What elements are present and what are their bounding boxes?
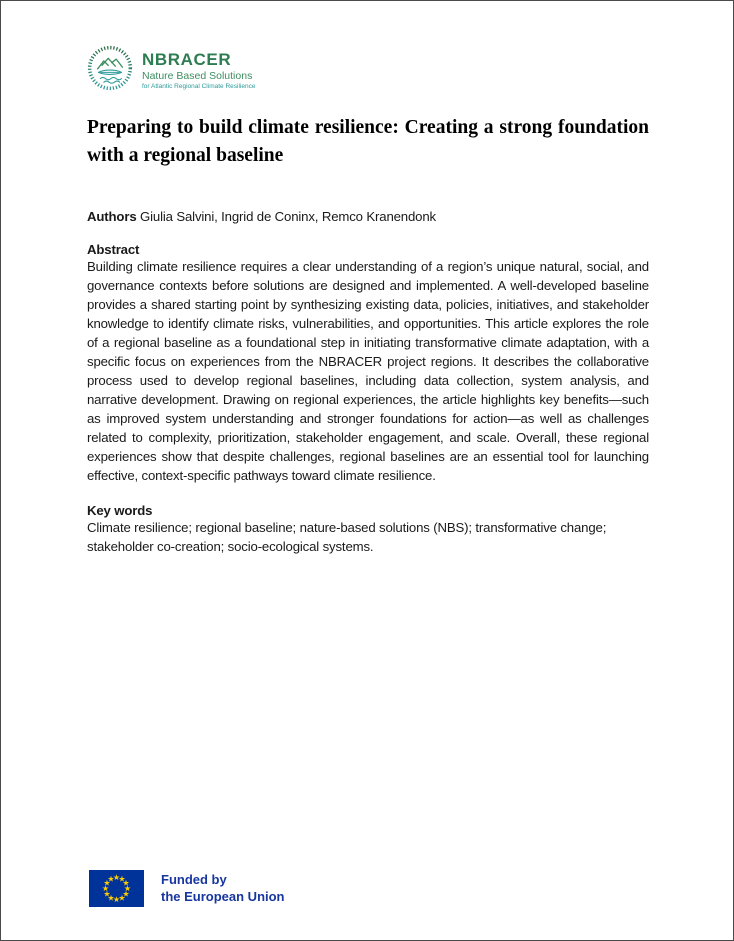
eu-funding-footer xyxy=(89,870,285,907)
nbracer-emblem-icon xyxy=(87,45,133,96)
eu-funding-line1: Funded by xyxy=(161,871,227,887)
eu-funding-line2: the European Union xyxy=(161,888,285,904)
article-title: Preparing to build climate resilience: Creating a strong foundation with a regional baseline xyxy=(87,117,649,166)
authors-line xyxy=(87,209,649,224)
keywords-heading: Key words xyxy=(87,503,153,519)
logo-subtitle: Nature Based Solutions xyxy=(142,69,253,82)
page-content xyxy=(1,45,733,556)
eu-flag-icon xyxy=(89,870,144,907)
logo-tagline: for Atlantic Regional Climate Resilience xyxy=(142,82,256,90)
nbracer-logo xyxy=(87,45,649,96)
authors-names: Giulia Salvini, Ingrid de Coninx, Remco Kranendonk xyxy=(140,209,436,225)
keywords-text: Climate resilience; regional baseline; nature-based solutions (NBS); transformative change; stakeholder co-creation; socio-ecological systems. xyxy=(87,520,607,555)
abstract-text: Building climate resilience requires a clear understanding of a region’s unique natural, social, and governance contexts before solutions are designed and implemented. A well-developed baseline provides a shared starting point by synthesizing existing data, policies, initiatives, and stakeholder knowledge to identify climate risks, vulnerabilities, and opportunities. This article explores the role of a regional baseline as a foundational step in initiating transformative climate adaptation, with a specific focus on experiences from the NBRACER project regions. It describes the collaborative process used to develop regional baselines, including data collection, system analysis, and narrative development. Drawing on regional experiences, the article highlights key benefits—such as improved system understanding and stronger foundations for action—as well as challenges related to complexity, prioritization, stakeholder engagement, and scale. Overall, these regional experiences show that despite challenges, regional baselines are an essential tool for launching effective, context-specific pathways toward climate resilience. xyxy=(87,259,649,484)
abstract-heading: Abstract xyxy=(87,242,140,258)
logo-brand-name: NBRACER xyxy=(142,49,232,69)
nbracer-logo-text xyxy=(142,51,255,91)
authors-label: Authors xyxy=(87,209,137,225)
eu-funding-text xyxy=(161,872,285,906)
